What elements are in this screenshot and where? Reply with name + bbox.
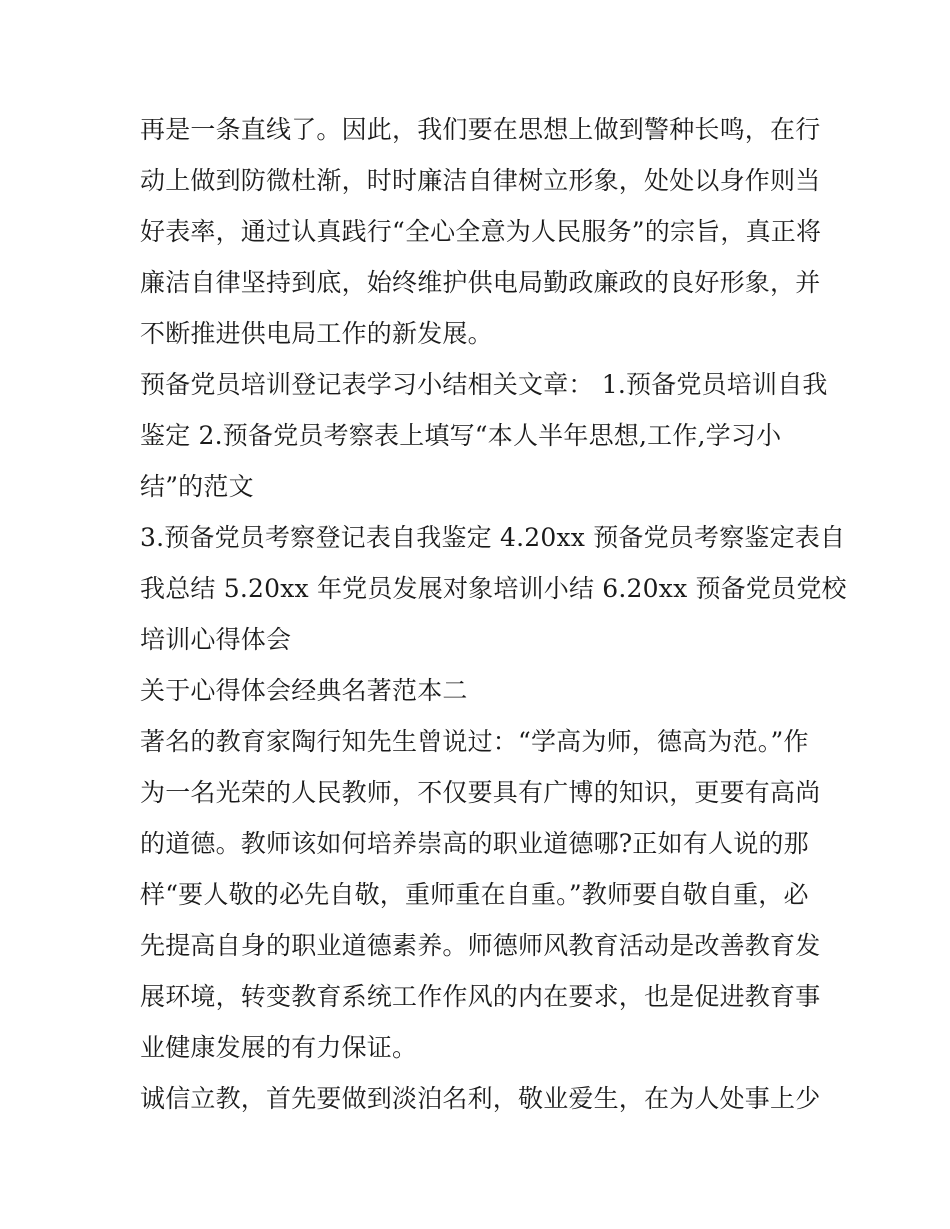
text-line: 我总结 5.20xx 年党员发展对象培训小结 6.20xx 预备党员党校 — [140, 574, 847, 603]
text-line: 预备党员培训登记表学习小结相关文章： 1.预备党员培训自我 — [140, 370, 828, 399]
text-line: 业健康发展的有力保证。 — [140, 1033, 418, 1062]
text-line: 诚信立教，首先要做到淡泊名利，敬业爱生，在为人处事上少 — [140, 1084, 821, 1113]
text-line: 鉴定 2.预备党员考察表上填写“本人半年思想,工作,学习小 — [140, 421, 782, 450]
text-line: 展环境，转变教育系统工作作风的内在要求，也是促进教育事 — [140, 982, 821, 1011]
text-line: 廉洁自律坚持到底，始终维护供电局勤政廉政的良好形象，并 — [140, 268, 821, 297]
document-body — [140, 104, 847, 1124]
text-line: 为一名光荣的人民教师，不仅要具有广博的知识，更要有高尚 — [140, 778, 821, 807]
text-line: 再是一条直线了。因此，我们要在思想上做到警种长鸣，在行 — [140, 115, 821, 144]
text-line: 好表率，通过认真践行“全心全意为人民服务”的宗旨，真正将 — [140, 217, 822, 246]
text-line: 3.预备党员考察登记表自我鉴定 4.20xx 预备党员考察鉴定表自 — [140, 523, 846, 552]
text-line: 著名的教育家陶行知先生曾说过：“学高为师，德高为范。”作 — [140, 727, 809, 756]
text-line: 先提高自身的职业道德素养。师德师风教育活动是改善教育发 — [140, 931, 821, 960]
text-line: 样“要人敬的必先自敬，重师重在自重。”教师要自敬自重，必 — [140, 880, 809, 909]
text-line: 动上做到防微杜渐，时时廉洁自律树立形象，处处以身作则当 — [140, 166, 821, 195]
text-line: 不断推进供电局工作的新发展。 — [140, 319, 493, 348]
text-line: 的道德。教师该如何培养崇高的职业道德哪?正如有人说的那 — [140, 829, 809, 858]
text-line: 结”的范文 — [140, 472, 254, 501]
section-heading: 关于心得体会经典名著范本二 — [140, 676, 468, 705]
text-line: 培训心得体会 — [140, 625, 292, 654]
